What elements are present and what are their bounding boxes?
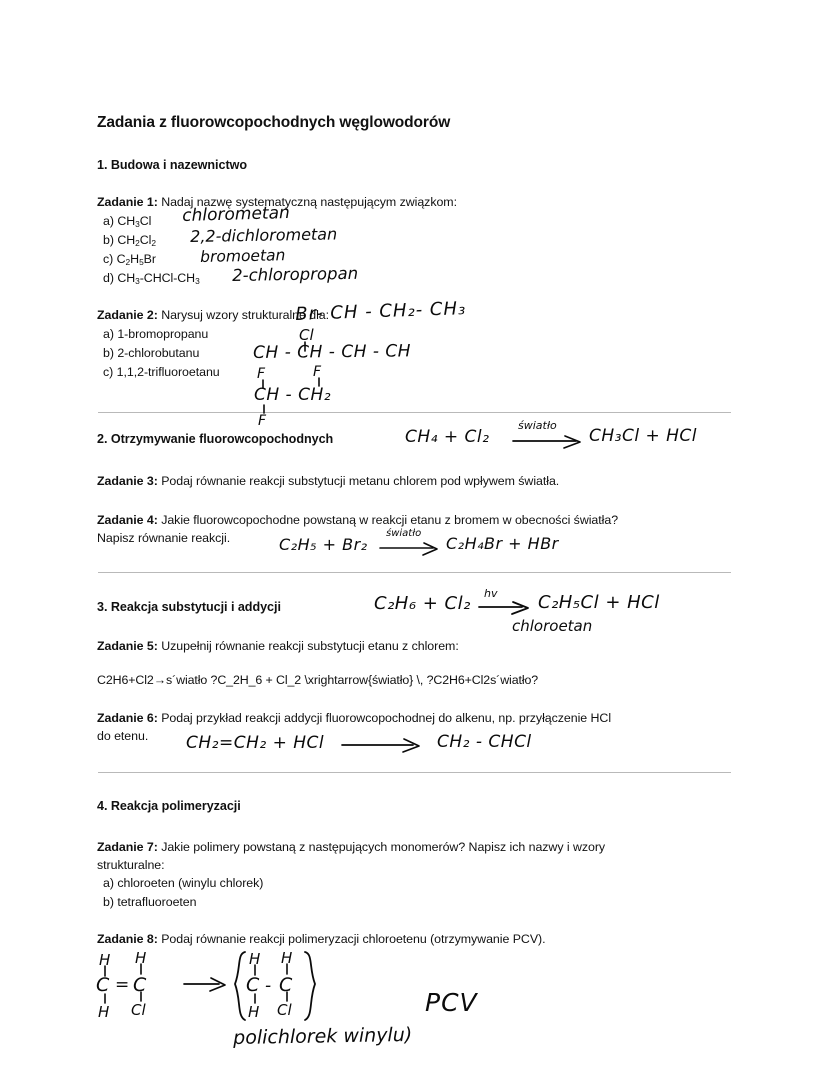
handwritten-answer-1d: 2-chloropropan — [232, 263, 359, 285]
handwritten-structure-bromopropane: Br- CH - CH₂- CH₃ — [295, 298, 467, 325]
item-formula: $CH_3Cl$ — [117, 214, 152, 229]
item-marker: a) — [103, 876, 114, 890]
task-5-raw-equation: C2H6+Cl2→s´wiatło ?C_2H_6 + Cl_2 \xrightarrow{światło} \, ?C2H6+Cl2s´wiatło? — [97, 673, 539, 687]
task-5-prompt — [97, 637, 459, 655]
handwritten-fluorine-top-right: F — [313, 364, 322, 380]
task-7-text: Jakie polimery powstaną z następujących monomerów? Napisz ich nazwy i wzory — [157, 840, 606, 854]
task-5-text: Uzupełnij równanie reakcji substytucji etanu z chlorem: — [157, 639, 459, 653]
item-marker: b) — [103, 346, 114, 360]
handwritten-equation-ethane-chlorine-right: C₂H₅Cl + HCl — [538, 592, 660, 613]
handwritten-structure-chlorobutane: CH - CH - CH - CH — [253, 341, 412, 363]
task-8-prompt — [97, 930, 546, 948]
handwritten-monomer-h-top-left: H — [99, 951, 111, 969]
section-heading-2: 2. Otrzymywanie fluorowcopochodnych — [97, 432, 334, 446]
handwritten-equation-addition-left: CH₂=CH₂ + HCl — [186, 733, 325, 753]
handwritten-pcv-abbreviation: PCV — [425, 988, 478, 1017]
handwritten-equation-methane-left: CH₄ + Cl₂ — [405, 427, 490, 447]
handwritten-equation-methane-right: CH₃Cl + HCl — [589, 426, 697, 446]
task-8-label: Zadanie 8: — [97, 932, 158, 946]
handwritten-answer-1c: bromoetan — [200, 246, 286, 266]
task-8-text: Podaj równanie reakcji polimeryzacji chloroetenu (otrzymywanie PCV). — [157, 932, 546, 946]
page-title: Zadania z fluorowcopochodnych węglowodorów — [97, 114, 451, 131]
task-2-item-b — [103, 344, 199, 363]
handwritten-equation-ethane-chlorine-left: C₂H₆ + Cl₂ — [374, 593, 471, 614]
item-marker: c) — [103, 252, 114, 266]
task-4-text: Jakie fluorowcopochodne powstaną w reakcji etanu z bromem w obecności światła? — [157, 513, 619, 527]
reaction-arrow-icon-1 — [512, 436, 588, 450]
task-4-text-line2: Napisz równanie reakcji. — [97, 531, 231, 545]
section-divider-1 — [98, 412, 731, 413]
item-text: 2-chlorobutanu — [117, 346, 200, 360]
item-text: 1-bromopropanu — [117, 327, 209, 341]
section-divider-3 — [98, 772, 731, 773]
reaction-arrow-icon-3 — [478, 602, 538, 616]
task-2-label: Zadanie 2: — [97, 308, 158, 322]
handwritten-answer-1a: chlorometan — [182, 202, 291, 226]
task-1-label: Zadanie 1: — [97, 195, 158, 209]
task-6-text-line2: do etenu. — [97, 729, 149, 743]
handwritten-arrow-label-swiatlo-1: światło — [518, 419, 557, 432]
item-text: chloroeten (winylu chlorek) — [117, 876, 264, 890]
handwritten-equation-addition-right: CH₂ - CHCl — [437, 732, 532, 752]
handwritten-branch-chlorine: Cl — [299, 326, 314, 344]
handwritten-polymer-carbon-left: C — [246, 974, 260, 996]
handwritten-monomer-h-bottom-left: H — [98, 1003, 110, 1021]
item-marker: c) — [103, 365, 114, 379]
handwritten-answer-1b: 2,2-dichlorometan — [190, 224, 338, 246]
handwritten-fluorine-bottom: F — [258, 413, 267, 429]
task-7-text-line2: strukturalne: — [97, 858, 165, 872]
handwritten-equation-ethane-bromine-right: C₂H₄Br + HBr — [446, 534, 559, 553]
item-marker: b) — [103, 233, 114, 247]
handwritten-arrow-label-hv: hv — [484, 587, 498, 600]
task-5-label: Zadanie 5: — [97, 639, 158, 653]
handwritten-polymer-cl-bottom-right: Cl — [277, 1001, 292, 1019]
task-3-prompt — [97, 472, 559, 490]
task-7-label: Zadanie 7: — [97, 840, 158, 854]
reaction-arrow-icon-2 — [379, 543, 445, 557]
section-heading-4: 4. Reakcja polimeryzacji — [97, 799, 241, 813]
handwritten-polymer-single-bond: - — [265, 976, 272, 996]
item-text: 1,1,2-trifluoroetanu — [116, 365, 220, 379]
handwritten-structure-trifluoroethane: CH - CH₂ — [254, 385, 332, 405]
task-3-text: Podaj równanie reakcji substytucji metanu chlorem pod wpływem światła. — [157, 474, 560, 488]
task-7-prompt — [97, 838, 757, 874]
handwritten-polymer-h-top-left: H — [249, 950, 261, 968]
task-2-item-c — [103, 363, 220, 382]
task-6-text: Podaj przykład reakcji addycji fluorowcopochodnej do alkenu, np. przyłączenie HCl — [157, 711, 612, 725]
item-formula: $CH_2Cl_2$ — [117, 233, 156, 248]
item-marker: a) — [103, 327, 114, 341]
handwritten-monomer-h-top-right: H — [135, 949, 147, 967]
item-marker: a) — [103, 214, 114, 228]
handwritten-monomer-double-bond: = — [115, 975, 130, 995]
task-1-item-d — [103, 269, 200, 289]
task-4-prompt — [97, 511, 747, 547]
item-formula: $C_2H_5Br$ — [116, 252, 156, 267]
task-1-text: Nadaj nazwę systematyczną następującym związkom: — [157, 195, 457, 209]
task-1-item-b — [103, 231, 156, 251]
reaction-arrow-icon-4 — [341, 738, 431, 754]
handwritten-polymer-carbon-right: C — [279, 974, 293, 996]
handwritten-polymer-h-top-right: H — [281, 949, 293, 967]
item-formula: $CH_3-CHCl-CH_3$ — [117, 271, 200, 286]
section-divider-2 — [98, 572, 731, 573]
polymer-bracket-right-icon — [300, 950, 322, 1022]
task-7-item-a — [103, 874, 263, 893]
task-6-label: Zadanie 6: — [97, 711, 158, 725]
handwritten-product-name-chloroetan: chloroetan — [512, 617, 593, 635]
task-4-label: Zadanie 4: — [97, 513, 158, 527]
section-heading-1: 1. Budowa i nazewnictwo — [97, 158, 247, 172]
handwritten-monomer-carbon-right: C — [133, 974, 147, 996]
task-2-text: Narysuj wzory strukturalne dla: — [157, 308, 330, 322]
handwritten-fluorine-top-left: F — [257, 366, 266, 382]
item-marker: b) — [103, 895, 114, 909]
task-1-item-c — [103, 250, 156, 270]
section-heading-3: 3. Reakcja substytucji i addycji — [97, 600, 281, 614]
handwritten-arrow-label-swiatlo-2: światło — [386, 528, 422, 539]
handwritten-monomer-carbon-left: C — [96, 974, 110, 996]
task-2-item-a — [103, 325, 208, 344]
handwritten-polymer-name: polichlorek winylu) — [233, 1023, 413, 1049]
task-1-item-a — [103, 212, 151, 232]
handwritten-polymer-h-bottom-left: H — [248, 1003, 260, 1021]
handwritten-monomer-cl-bottom-right: Cl — [131, 1001, 146, 1019]
item-text: tetrafluoroeten — [117, 895, 197, 909]
task-3-label: Zadanie 3: — [97, 474, 158, 488]
item-marker: d) — [103, 271, 114, 285]
handwritten-equation-ethane-bromine-left: C₂H₅ + Br₂ — [279, 535, 368, 554]
task-7-item-b — [103, 893, 196, 912]
